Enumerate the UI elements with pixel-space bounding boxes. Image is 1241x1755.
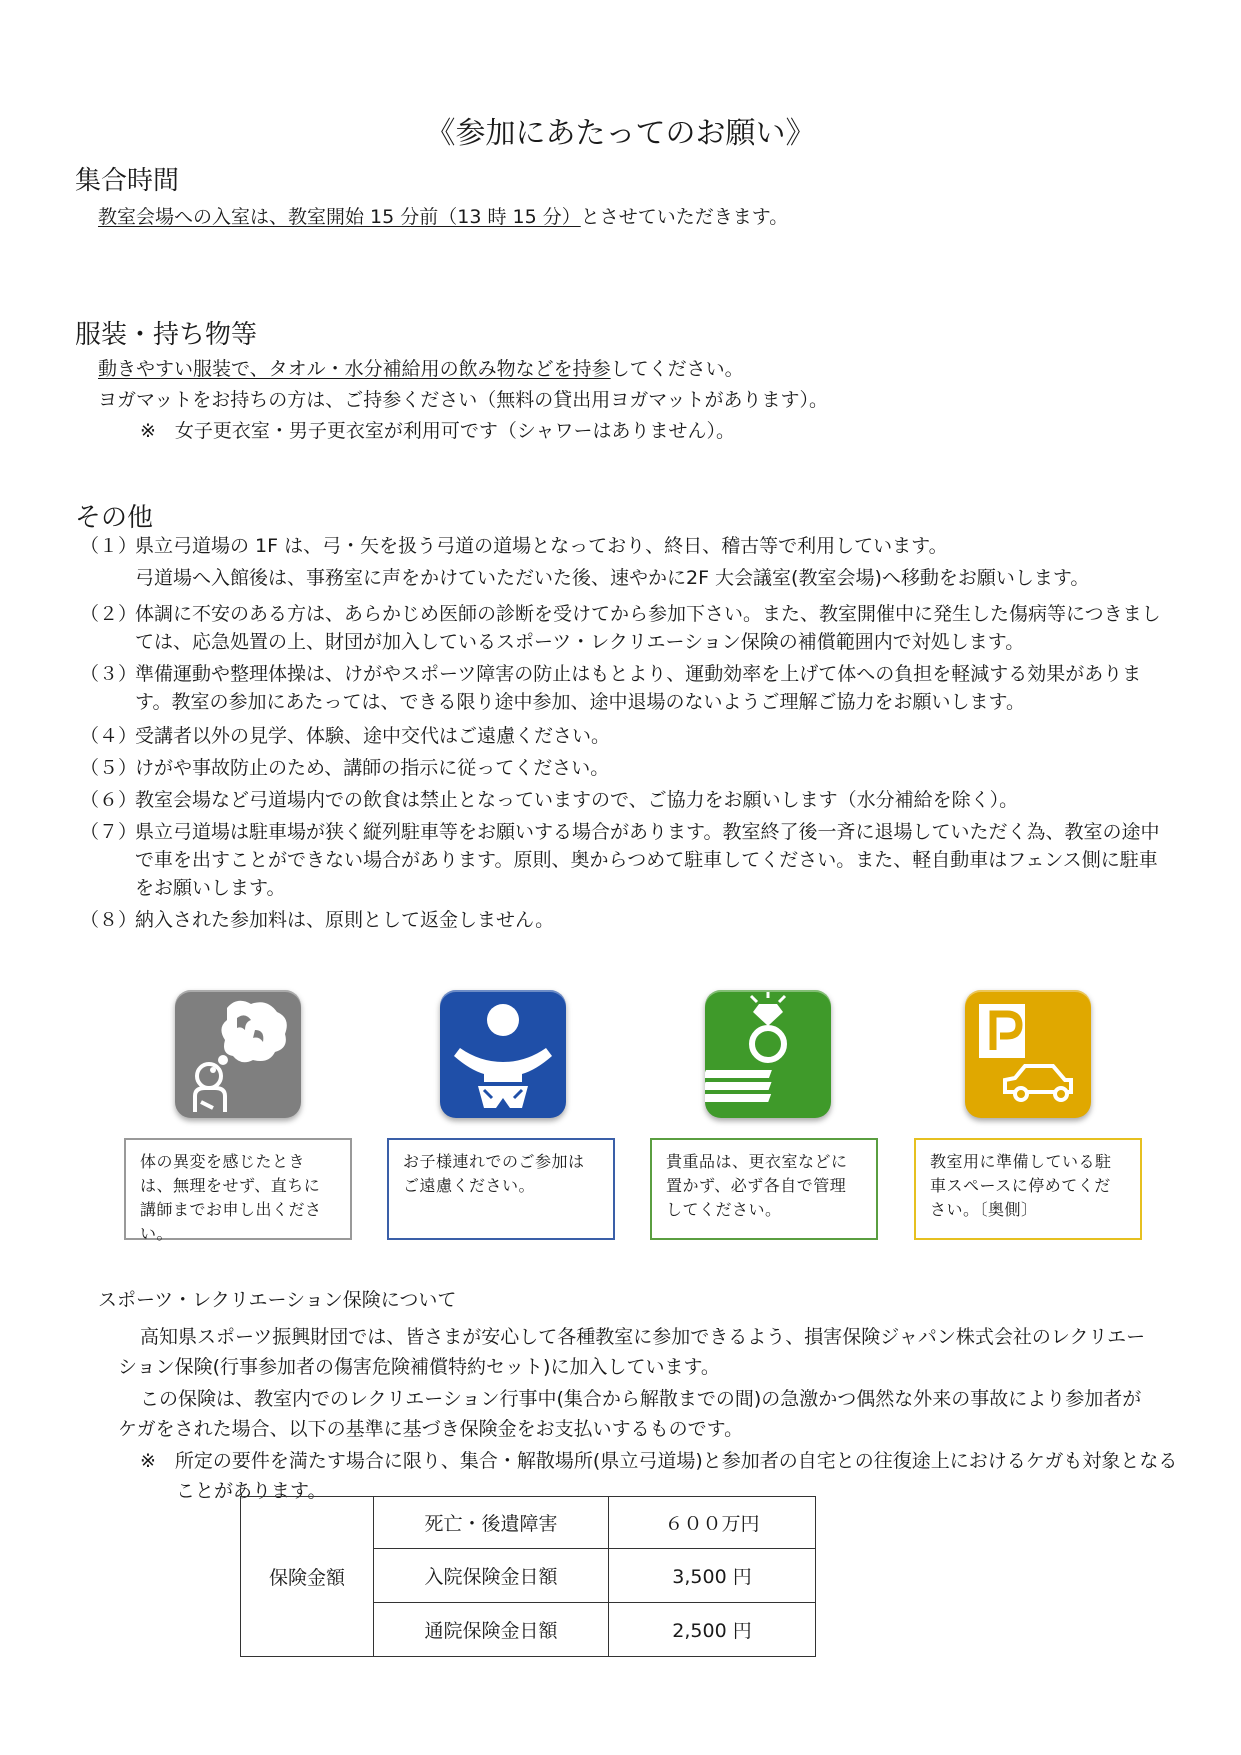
table-cell: 入院保険金日額 [374,1549,609,1603]
table-cell: 2,500 円 [609,1603,816,1657]
baby-icon [440,990,566,1118]
note-parking: 教室用に準備している駐車スペースに停めてください。〔奥側〕 [914,1138,1142,1240]
list-item: （６） 教室会場など弓道場内での飲食は禁止となっていますので、ご協力をお願いします（水分補給を除く）。 [80,789,1019,811]
list-item: （３） 準備運動や整理体操は、けがやスポーツ障害の防止はもとより、運動効率を上げて体への負担を軽減する効果があります。教室の参加にあたっては、できる限り途中参加、途中退場のないようご理解ご協力をお願いします。 [80,663,1142,713]
assembly-time-text [98,203,788,231]
table-cell: 通院保険金日額 [374,1603,609,1657]
heading-assembly-time: 集合時間 [75,166,180,196]
valuables-icon [705,990,831,1118]
insurance-heading: スポーツ・レクリエーション保険について [98,1289,457,1311]
health-icon [175,990,301,1118]
list-item: （４） 受講者以外の見学、体験、途中交代はご遠慮ください。 [80,725,611,747]
list-item: （２） 体調に不安のある方は、あらかじめ医師の診断を受けてから参加下さい。また、教室開催中に発生した傷病等につきましては、応急処置の上、財団が加入しているスポーツ・レクリエーション保険の補償範囲内で対処します。 [80,603,1161,653]
heading-clothing: 服装・持ち物等 [75,320,258,350]
list-item: （８） 納入された参加料は、原則として返金しません。 [80,909,555,931]
table-cell: 3,500 円 [609,1549,816,1603]
list-item: （１） 県立弓道場の 1F は、弓・矢を扱う弓道の道場となっており、終日、稽古等で利用しています。 [80,535,948,557]
clothing-rest: してください。 [610,358,744,380]
note-valuables: 貴重品は、更衣室などに置かず、必ず各自で管理してください。 [650,1138,878,1240]
heading-other: その他 [75,503,154,533]
page-title: 《参加にあたってのお願い》 [425,116,816,151]
clothing-line-1 [98,355,744,383]
note-health: 体の異変を感じたときは、無理をせず、直ちに講師までお申し出ください。 [124,1138,352,1240]
table-cell: 死亡・後遺障害 [374,1497,609,1549]
list-item: 弓道場へ入館後は、事務室に声をかけていただいた後、速やかに2F 大会議室(教室会場)へ移動をお願いします。 [135,567,1090,589]
insurance-paragraph-1: 高知県スポーツ振興財団では、皆さまが安心して各種教室に参加できるよう、損害保険ジャパン株式会社のレクリエーション保険(行事参加者の傷害危険補償特約セット)に加入しています。 [118,1326,1146,1378]
clothing-note: ※ 女子更衣室・男子更衣室が利用可です（シャワーはありません）。 [140,420,736,442]
list-item: （５） けがや事故防止のため、講師の指示に従ってください。 [80,757,610,779]
clothing-underlined: 動きやすい服装で、タオル・水分補給用の飲み物などを持参 [98,358,611,380]
insurance-group-label: 保険金額 [241,1497,374,1657]
assembly-time-rest: とさせていただきます。 [580,206,789,228]
note-children: お子様連れでのご参加はご遠慮ください。 [387,1138,615,1240]
insurance-paragraph-2: この保険は、教室内でのレクリエーション行事中(集合から解散までの間)の急激かつ偶然な外来の事故により参加者がケガをされた場合、以下の基準に基づき保険金をお支払いするものです。 [118,1388,1142,1440]
parking-icon [965,990,1091,1118]
insurance-table [240,1496,816,1657]
insurance-note: ※ 所定の要件を満たす場合に限り、集合・解散場所(県立弓道場)と参加者の自宅との往復途上におけるケガも対象となることがあります。 [140,1450,1178,1502]
assembly-time-underlined: 教室会場への入室は、教室開始 15 分前（13 時 15 分） [98,206,581,228]
other-list [80,532,1170,938]
clothing-line-2: ヨガマットをお持ちの方は、ご持参ください（無料の貸出用ヨガマットがあります）。 [98,389,828,411]
table-cell: ６００万円 [609,1497,816,1549]
list-item: （７） 県立弓道場は駐車場が狭く縦列駐車等をお願いする場合があります。教室終了後一斉に退場していただく為、教室の途中で車を出すことができない場合があります。原則、奥からつめて駐車してください。また、軽自動車はフェンス側に駐車をお願いします。 [80,821,1160,899]
